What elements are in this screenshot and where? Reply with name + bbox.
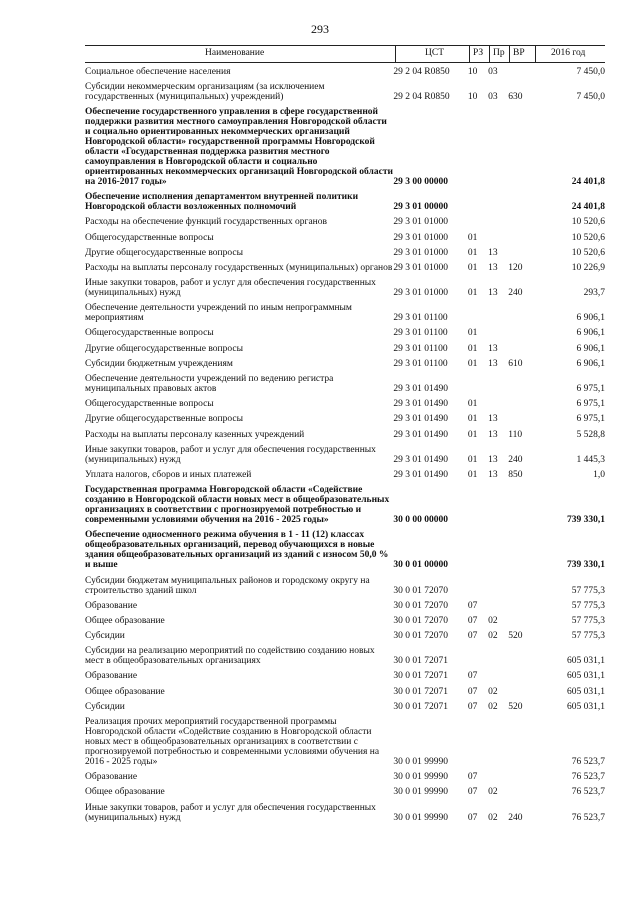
- table-row: [85, 483, 605, 528]
- row-pr: [488, 644, 508, 669]
- row-rz: 01: [467, 232, 478, 243]
- row-amount: 605 031,1: [567, 701, 605, 712]
- row-vr: [508, 104, 534, 189]
- column-header-pr: Пр: [493, 48, 505, 58]
- row-name: Социальное обеспечение населения: [85, 66, 231, 77]
- row-rz: 07: [467, 787, 478, 798]
- row-cst: 30 0 01 99990: [393, 757, 448, 768]
- row-name: Субсидии некоммерческим организациям (за исключением государственных (муниципальных) учреждений): [85, 81, 325, 102]
- row-vr: [508, 483, 534, 528]
- row-cst: 29 2 04 R0850: [393, 66, 450, 77]
- row-cst: 29 3 01 01490: [393, 469, 448, 480]
- row-cst: 30 0 01 72071: [393, 686, 448, 697]
- row-rz: 10: [467, 91, 478, 102]
- row-name: Общее образование: [85, 787, 165, 798]
- row-name: Другие общегосударственные вопросы: [85, 414, 243, 425]
- row-pr: 13: [488, 469, 498, 480]
- row-pr: 02: [488, 631, 498, 642]
- row-amount: 76 523,7: [571, 757, 605, 768]
- row-vr: [508, 785, 534, 800]
- row-amount: 5 528,8: [576, 429, 605, 440]
- row-amount: 57 775,3: [571, 600, 605, 611]
- row-name: Обеспечение деятельности учреждений по ведению регистра муниципальных правовых актов: [85, 374, 334, 395]
- row-pr: 13: [488, 429, 498, 440]
- row-vr: [508, 684, 534, 699]
- table-row: [85, 104, 605, 189]
- row-cst: 30 0 01 72070: [393, 631, 448, 642]
- row-name: Другие общегосударственные вопросы: [85, 247, 243, 258]
- table-row: [85, 785, 605, 800]
- row-name: Расходы на выплаты персоналу государственных (муниципальных) органов: [85, 262, 393, 273]
- row-rz: 07: [467, 701, 478, 712]
- table-row: [85, 629, 605, 644]
- row-rz: 07: [467, 772, 478, 783]
- row-name: Иные закупки товаров, работ и услуг для обеспечения государственных (муниципальных) нужд: [85, 802, 376, 823]
- row-pr: [488, 397, 508, 412]
- row-amount: 57 775,3: [571, 585, 605, 596]
- table-row: [85, 467, 605, 482]
- row-name: Общегосударственные вопросы: [85, 328, 214, 339]
- row-amount: 57 775,3: [571, 631, 605, 642]
- table-row: [85, 79, 605, 104]
- row-pr: 13: [488, 247, 498, 258]
- row-name: Обеспечение односменного режима обучения в 1 - 11 (12) классах общеобразовательных организаций, перевод обучающихся в новые здания общеобразовательных организаций из зданий с износом 50,0 % и выше: [85, 530, 389, 571]
- row-amount: 7 450,0: [576, 66, 605, 77]
- row-pr: 13: [488, 454, 498, 465]
- table-row: [85, 64, 605, 79]
- row-cst: 29 3 01 01100: [393, 313, 448, 324]
- row-vr: [508, 341, 534, 356]
- row-name: Образование: [85, 671, 138, 682]
- row-vr: 630: [508, 91, 523, 102]
- row-pr: 03: [488, 91, 498, 102]
- row-cst: 30 0 01 72070: [393, 585, 448, 596]
- row-name: Иные закупки товаров, работ и услуг для обеспечения государственных (муниципальных) нужд: [85, 278, 376, 299]
- row-rz: 01: [467, 288, 478, 299]
- row-rz: 10: [467, 66, 478, 77]
- row-amount: 10 520,6: [571, 247, 605, 258]
- row-name: Уплата налогов, сборов и иных платежей: [85, 469, 252, 480]
- row-amount: 1 445,3: [576, 454, 605, 465]
- row-vr: [508, 245, 534, 260]
- row-cst: 29 3 01 01490: [393, 384, 448, 395]
- row-pr: [488, 528, 508, 573]
- row-amount: 6 975,1: [576, 384, 605, 395]
- row-name: Общегосударственные вопросы: [85, 399, 214, 410]
- table-row: [85, 800, 605, 825]
- row-vr: [508, 64, 534, 79]
- row-pr: 13: [488, 262, 498, 273]
- row-pr: [488, 326, 508, 341]
- row-pr: [488, 215, 508, 230]
- row-rz: 07: [467, 812, 478, 823]
- row-name: Общее образование: [85, 686, 165, 697]
- table-row: [85, 190, 605, 215]
- row-name: Субсидии бюджетным учреждениям: [85, 358, 233, 369]
- row-vr: [508, 190, 534, 215]
- table-row: [85, 613, 605, 628]
- row-pr: [488, 598, 508, 613]
- row-vr: 240: [508, 812, 523, 823]
- row-cst: 30 0 00 00000: [393, 515, 448, 526]
- row-amount: 739 330,1: [567, 560, 605, 571]
- budget-table: [85, 64, 605, 825]
- row-name: Субсидии: [85, 631, 125, 642]
- row-vr: [508, 230, 534, 245]
- row-cst: 29 3 01 01000: [393, 232, 448, 243]
- row-cst: 29 3 01 01490: [393, 429, 448, 440]
- row-vr: 240: [508, 288, 523, 299]
- table-row: [85, 699, 605, 714]
- table-row: [85, 598, 605, 613]
- row-amount: 24 401,8: [571, 202, 605, 213]
- row-vr: [508, 397, 534, 412]
- row-amount: 7 450,0: [576, 91, 605, 102]
- row-rz: [468, 714, 488, 769]
- table-row: [85, 714, 605, 769]
- row-vr: 240: [508, 454, 523, 465]
- row-pr: [488, 190, 508, 215]
- row-name: Субсидии: [85, 701, 125, 712]
- row-rz: [468, 104, 488, 189]
- row-amount: 10 520,6: [571, 217, 605, 228]
- row-vr: [508, 613, 534, 628]
- row-amount: 6 906,1: [576, 313, 605, 324]
- row-pr: 13: [488, 414, 498, 425]
- row-rz: [468, 301, 488, 326]
- row-pr: [488, 714, 508, 769]
- page-number: 293: [311, 22, 329, 36]
- row-rz: 01: [467, 358, 478, 369]
- row-cst: 29 3 01 01490: [393, 454, 448, 465]
- row-pr: 02: [488, 701, 498, 712]
- row-name: Образование: [85, 600, 138, 611]
- column-header-rz: РЗ: [473, 48, 484, 58]
- table-row: [85, 573, 605, 598]
- row-pr: [488, 104, 508, 189]
- table-header: [85, 45, 605, 63]
- row-amount: 1,0: [593, 469, 605, 480]
- row-amount: 6 906,1: [576, 343, 605, 354]
- table-row: [85, 442, 605, 467]
- row-cst: 30 0 01 00000: [393, 560, 448, 571]
- table-row: [85, 644, 605, 669]
- row-amount: 76 523,7: [571, 787, 605, 798]
- table-row: [85, 397, 605, 412]
- table-row: [85, 276, 605, 301]
- row-rz: 01: [467, 414, 478, 425]
- row-amount: 6 906,1: [576, 328, 605, 339]
- row-amount: 605 031,1: [567, 686, 605, 697]
- row-rz: 07: [467, 631, 478, 642]
- row-cst: 30 0 01 99990: [393, 812, 448, 823]
- row-cst: 29 3 01 01490: [393, 399, 448, 410]
- row-rz: [468, 371, 488, 396]
- row-name: Субсидии бюджетам муниципальных районов и городскому округу на строительство зданий школ: [85, 575, 370, 596]
- row-cst: 30 0 01 72071: [393, 701, 448, 712]
- row-vr: 520: [508, 631, 523, 642]
- row-vr: [508, 644, 534, 669]
- row-cst: 29 3 01 01000: [393, 247, 448, 258]
- row-pr: [488, 770, 508, 785]
- row-vr: [508, 215, 534, 230]
- table-row: [85, 245, 605, 260]
- column-header-cst: ЦСТ: [425, 48, 444, 58]
- row-vr: 120: [508, 262, 523, 273]
- table-row: [85, 301, 605, 326]
- row-rz: 01: [467, 469, 478, 480]
- row-rz: 01: [467, 262, 478, 273]
- row-cst: 30 0 01 99990: [393, 772, 448, 783]
- row-name: Другие общегосударственные вопросы: [85, 343, 243, 354]
- row-rz: 01: [467, 454, 478, 465]
- row-name: Расходы на обеспечение функций государственных органов: [85, 217, 327, 228]
- row-amount: 739 330,1: [567, 515, 605, 526]
- table-row: [85, 356, 605, 371]
- row-cst: 30 0 01 72070: [393, 615, 448, 626]
- row-cst: 29 3 01 01490: [393, 414, 448, 425]
- table-row: [85, 770, 605, 785]
- table-row: [85, 341, 605, 356]
- row-vr: [508, 770, 534, 785]
- column-header-vr: ВР: [513, 48, 525, 58]
- row-rz: 01: [467, 429, 478, 440]
- row-amount: 76 523,7: [571, 772, 605, 783]
- row-rz: [468, 190, 488, 215]
- row-rz: 07: [467, 686, 478, 697]
- row-vr: 610: [508, 358, 523, 369]
- row-pr: [488, 371, 508, 396]
- row-name: Общегосударственные вопросы: [85, 232, 214, 243]
- row-vr: 520: [508, 701, 523, 712]
- row-pr: 13: [488, 288, 498, 299]
- row-cst: 29 3 01 00000: [393, 202, 448, 213]
- table-row: [85, 260, 605, 275]
- row-amount: 605 031,1: [567, 671, 605, 682]
- table-row: [85, 412, 605, 427]
- column-header-year: 2016 год: [551, 48, 586, 58]
- row-name: Субсидии на реализацию мероприятий по содействию созданию новых мест в общеобразовательных организациях: [85, 646, 375, 667]
- row-name: Расходы на выплаты персоналу казенных учреждений: [85, 429, 305, 440]
- row-vr: 850: [508, 469, 523, 480]
- row-name: Реализация прочих мероприятий государственной программы Новгородской области «Содействие созданию в Новгородской области новых мест в общеобразовательных организациях в соответствии с прогнозируемой потребностью и современными условиями обучения на 2016 - 2025 годы»: [85, 717, 380, 768]
- table-row: [85, 528, 605, 573]
- row-name: Обеспечение исполнения департаментом внутренней политики Новгородской области возложенных полномочий: [85, 192, 359, 213]
- table-row: [85, 427, 605, 442]
- row-cst: 29 3 00 00000: [393, 176, 448, 187]
- row-amount: 10 520,6: [571, 232, 605, 243]
- row-amount: 293,7: [583, 288, 605, 299]
- row-amount: 605 031,1: [567, 656, 605, 667]
- row-vr: [508, 528, 534, 573]
- row-cst: 30 0 01 99990: [393, 787, 448, 798]
- row-vr: [508, 371, 534, 396]
- table-row: [85, 371, 605, 396]
- row-rz: 07: [467, 615, 478, 626]
- row-cst: 30 0 01 72070: [393, 600, 448, 611]
- row-vr: [508, 301, 534, 326]
- row-amount: 6 975,1: [576, 399, 605, 410]
- row-rz: 07: [467, 671, 478, 682]
- row-amount: 10 226,9: [571, 262, 605, 273]
- row-amount: 24 401,8: [571, 176, 605, 187]
- row-rz: 01: [467, 343, 478, 354]
- row-rz: [468, 528, 488, 573]
- row-rz: [468, 483, 488, 528]
- row-cst: 30 0 01 72071: [393, 671, 448, 682]
- table-row: [85, 326, 605, 341]
- row-rz: 01: [467, 328, 478, 339]
- column-header-name: Наименование: [205, 48, 265, 58]
- row-name: Общее образование: [85, 615, 165, 626]
- row-name: Обеспечение деятельности учреждений по иным непрограммным мероприятиям: [85, 303, 352, 324]
- row-pr: [488, 301, 508, 326]
- row-vr: [508, 573, 534, 598]
- row-amount: 6 975,1: [576, 414, 605, 425]
- row-pr: 13: [488, 343, 498, 354]
- row-vr: [508, 669, 534, 684]
- table-row: [85, 230, 605, 245]
- row-pr: 13: [488, 358, 498, 369]
- row-amount: 57 775,3: [571, 615, 605, 626]
- row-pr: [488, 573, 508, 598]
- row-amount: 76 523,7: [571, 812, 605, 823]
- row-rz: [468, 215, 488, 230]
- table-row: [85, 684, 605, 699]
- table-row: [85, 669, 605, 684]
- row-name: Иные закупки товаров, работ и услуг для обеспечения государственных (муниципальных) нужд: [85, 444, 376, 465]
- row-cst: 30 0 01 72071: [393, 656, 448, 667]
- row-rz: 01: [467, 399, 478, 410]
- row-pr: [488, 230, 508, 245]
- row-vr: 110: [508, 429, 523, 440]
- row-pr: 02: [488, 787, 498, 798]
- row-rz: [468, 573, 488, 598]
- row-vr: [508, 326, 534, 341]
- row-name: Обеспечение государственного управления в сфере государственной поддержки развития местного самоуправления Новгородской области и социально ориентированных некоммерческих организаций Новгородской области» государственной программы Новгородской области «Государственная поддержка развития местного самоуправления в Новгородской области и социально ориентированных некоммерческих организаций Новгородской области на 2016-2017 годы»: [85, 106, 393, 187]
- row-cst: 29 3 01 01100: [393, 328, 448, 339]
- row-cst: 29 3 01 01100: [393, 358, 448, 369]
- row-pr: 02: [488, 812, 498, 823]
- row-vr: [508, 412, 534, 427]
- row-pr: [488, 483, 508, 528]
- row-vr: [508, 598, 534, 613]
- row-pr: 02: [488, 615, 498, 626]
- table-row: [85, 215, 605, 230]
- row-pr: 03: [488, 66, 498, 77]
- row-cst: 29 2 04 R0850: [393, 91, 450, 102]
- row-cst: 29 3 01 01000: [393, 262, 448, 273]
- row-rz: 01: [467, 247, 478, 258]
- row-cst: 29 3 01 01000: [393, 217, 448, 228]
- row-pr: 02: [488, 686, 498, 697]
- row-cst: 29 3 01 01000: [393, 288, 448, 299]
- row-name: Государственная программа Новгородской области «Содействие созданию в Новгородской области новых мест в общеобразовательных организациях в соответствии с прогнозируемой потребностью и современными условиями обучения на 2016 - 2025 годы»: [85, 485, 390, 526]
- row-rz: [468, 644, 488, 669]
- row-amount: 6 906,1: [576, 358, 605, 369]
- row-cst: 29 3 01 01100: [393, 343, 448, 354]
- row-rz: 07: [467, 600, 478, 611]
- row-pr: [488, 669, 508, 684]
- row-vr: [508, 714, 534, 769]
- row-name: Образование: [85, 772, 138, 783]
